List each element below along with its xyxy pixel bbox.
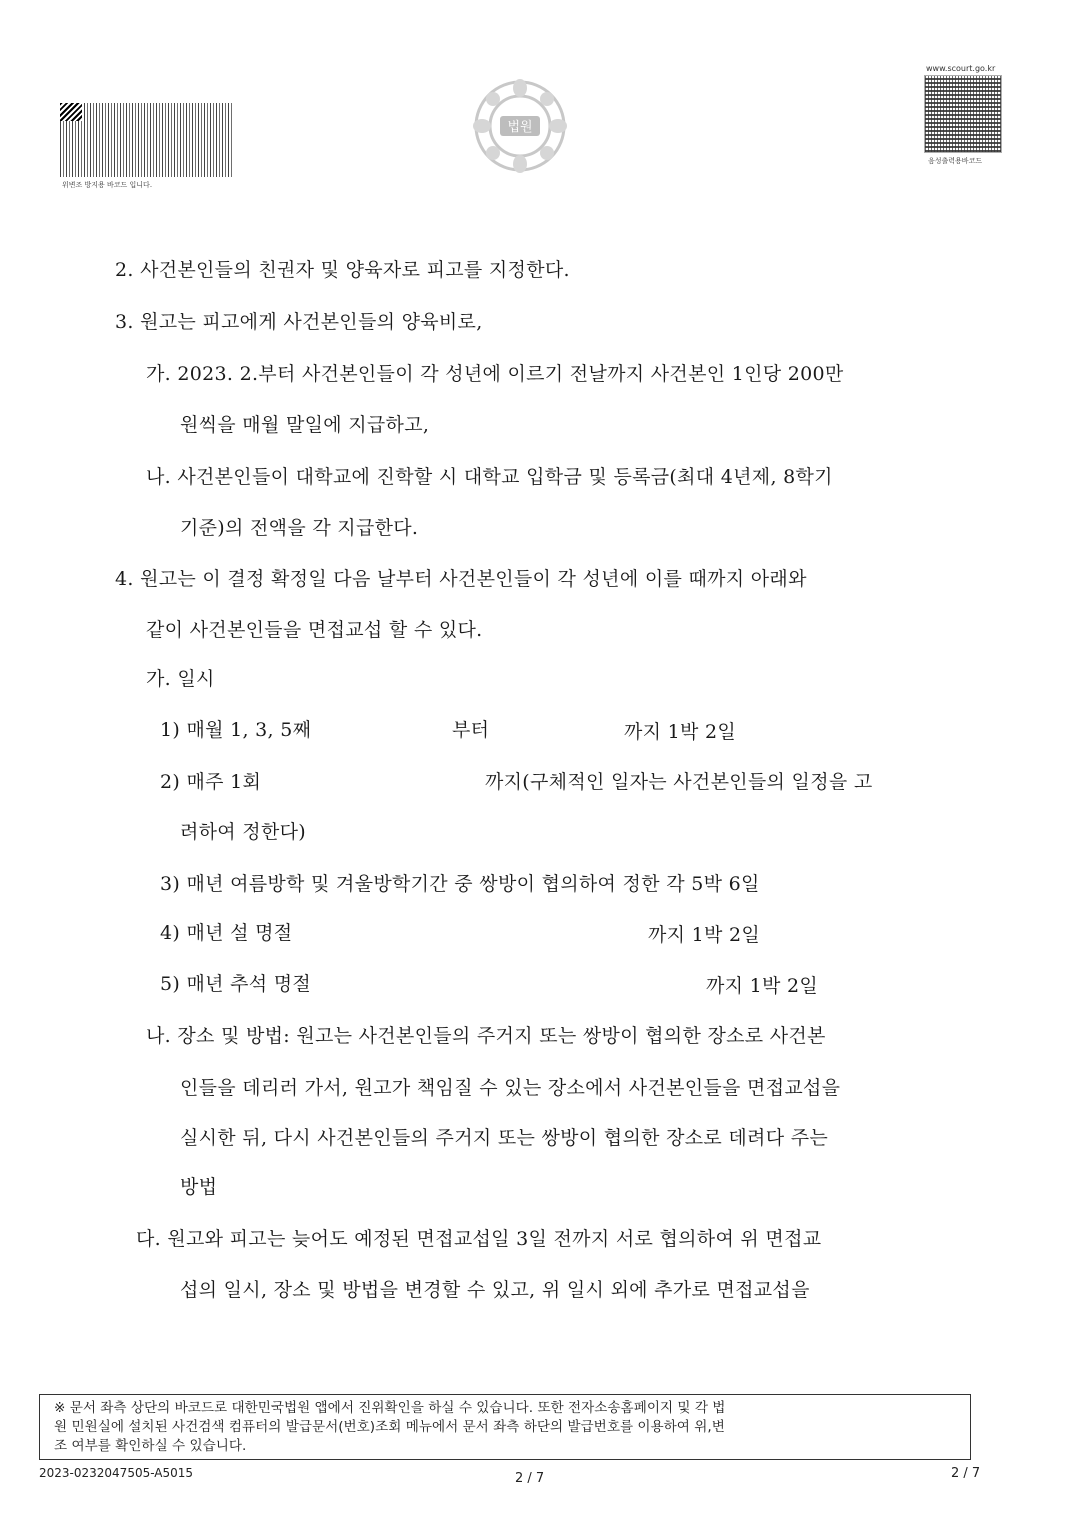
schedule-item-1-until: 까지 1박 2일	[624, 721, 737, 743]
qr-caption: 음성출력용바코드	[928, 157, 983, 165]
section-na-cont-1: 인들을 데리러 가서, 원고가 책임질 수 있는 장소에서 사건본인들을 면접교섭을	[180, 1077, 841, 1099]
court-website-url: www.scourt.go.kr	[926, 64, 996, 73]
paragraph-4-cont: 같이 사건본인들을 면접교섭 할 수 있다.	[146, 619, 483, 641]
schedule-item-5-until: 까지 1박 2일	[706, 975, 819, 997]
schedule-item-4-until: 까지 1박 2일	[648, 924, 761, 946]
voice-output-barcode	[924, 75, 1002, 153]
paragraph-3-ga-cont: 원씩을 매월 말일에 지급하고,	[180, 414, 430, 436]
notice-line-3: 조 여부를 확인하실 수 있습니다.	[54, 1438, 247, 1454]
schedule-item-2: 2) 매주 1회	[160, 771, 262, 793]
schedule-item-5: 5) 매년 추석 명절	[160, 973, 312, 995]
paragraph-2: 2. 사건본인들의 친권자 및 양육자로 피고를 지정한다.	[115, 259, 570, 281]
section-na-place: 나. 장소 및 방법: 원고는 사건본인들의 주거지 또는 쌍방이 협의한 장소로 사건본	[146, 1025, 826, 1047]
notice-line-1: ※ 문서 좌측 상단의 바코드로 대한민국법원 앱에서 진위확인을 하실 수 있습니다. 또한 전자소송홈페이지 및 각 법	[54, 1400, 726, 1416]
authenticity-barcode	[60, 103, 232, 177]
paragraph-3-na: 나. 사건본인들이 대학교에 진학할 시 대학교 입학금 및 등록금(최대 4년제, 8학기	[146, 466, 833, 488]
barcode-stripes-mark	[60, 103, 82, 121]
notice-line-2: 원 민원실에 설치된 사건검색 컴퓨터의 발급문서(번호)조회 메뉴에서 문서 좌측 하단의 발급번호를 이용하여 위,변	[54, 1419, 725, 1435]
section-ga-datetime: 가. 일시	[146, 668, 215, 690]
paragraph-3: 3. 원고는 피고에게 사건본인들의 양육비로,	[115, 311, 483, 333]
page-number-right: 2 / 7	[951, 1466, 981, 1481]
barcode-caption: 위변조 방지용 바코드 입니다.	[62, 181, 153, 189]
schedule-item-1-from: 부터	[452, 719, 490, 741]
paragraph-3-ga: 가. 2023. 2.부터 사건본인들이 각 성년에 이르기 전날까지 사건본인 1인당 200만	[146, 363, 844, 385]
section-na-cont-2: 실시한 뒤, 다시 사건본인들의 주거지 또는 쌍방이 협의한 장소로 데려다 주는	[180, 1127, 829, 1149]
court-seal-icon	[472, 78, 568, 174]
paragraph-4: 4. 원고는 이 결정 확정일 다음 날부터 사건본인들이 각 성년에 이를 때까지 아래와	[115, 568, 807, 590]
schedule-item-2-until: 까지(구체적인 일자는 사건본인들의 일정을 고	[485, 771, 873, 793]
section-da-cont: 섭의 일시, 장소 및 방법을 변경할 수 있고, 위 일시 외에 추가로 면접교섭을	[180, 1279, 810, 1301]
verification-notice-box	[39, 1394, 971, 1460]
schedule-item-4: 4) 매년 설 명절	[160, 922, 293, 944]
seal-text: 법원	[507, 120, 533, 135]
section-na-cont-3: 방법	[180, 1176, 218, 1198]
schedule-item-3: 3) 매년 여름방학 및 겨울방학기간 중 쌍방이 협의하여 정한 각 5박 6일	[160, 873, 760, 895]
issuance-number: 2023-0232047505-A5015	[39, 1466, 194, 1480]
page-number-center: 2 / 7	[515, 1471, 545, 1486]
section-da: 다. 원고와 피고는 늦어도 예정된 면접교섭일 3일 전까지 서로 협의하여 위 면접교	[136, 1228, 822, 1250]
schedule-item-2-cont: 려하여 정한다)	[180, 821, 306, 843]
paragraph-3-na-cont: 기준)의 전액을 각 지급한다.	[180, 517, 419, 539]
schedule-item-1: 1) 매월 1, 3, 5째	[160, 719, 312, 741]
